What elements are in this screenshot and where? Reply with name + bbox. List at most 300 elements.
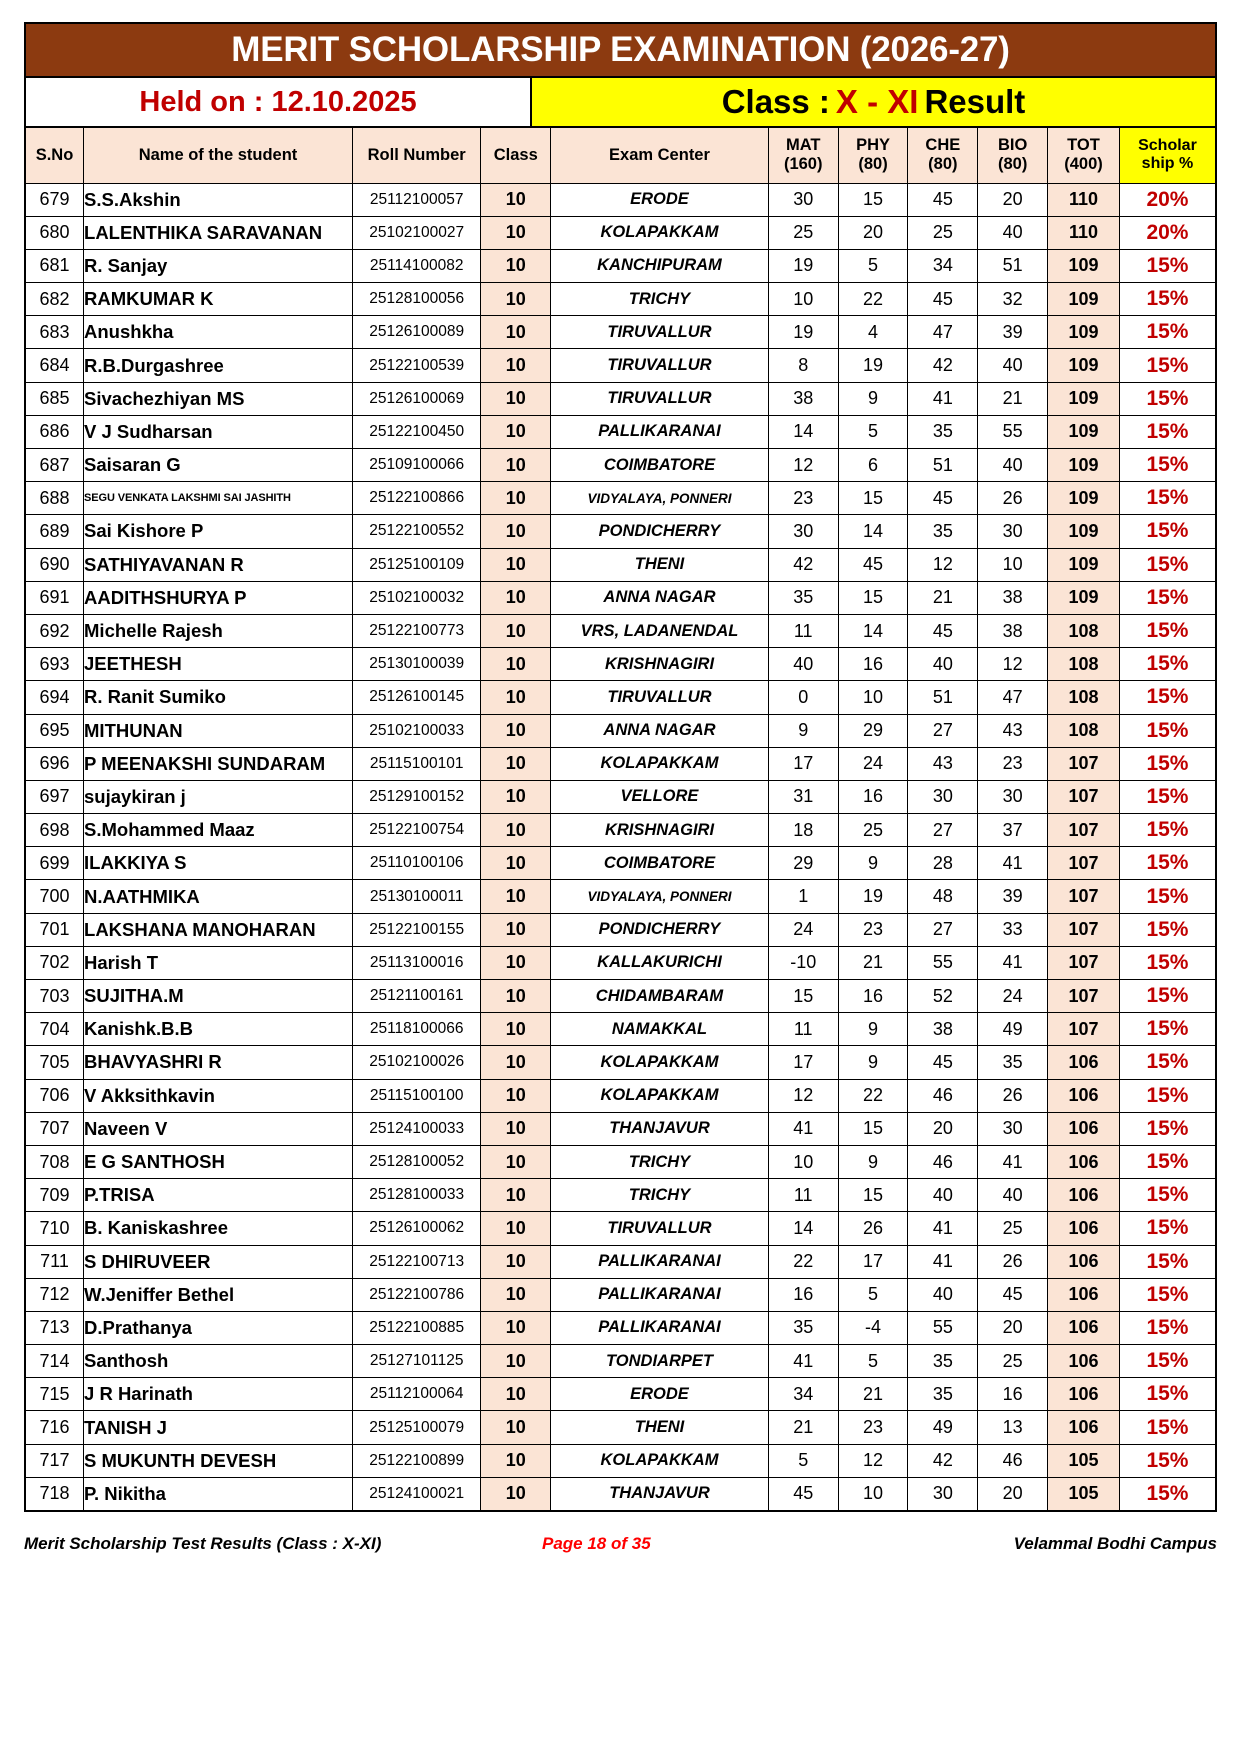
- col-header-tot-max: (400): [1064, 155, 1103, 174]
- cell-phy-score: 15: [838, 1179, 908, 1212]
- table-row: [25, 1245, 1216, 1278]
- cell-exam-center: KANCHIPURAM: [551, 249, 769, 282]
- cell-student-name: S MUKUNTH DEVESH: [84, 1444, 353, 1477]
- cell-phy-score: 25: [838, 814, 908, 847]
- cell-exam-center: PALLIKARANAI: [551, 1245, 769, 1278]
- cell-bio-score: 30: [978, 1112, 1048, 1145]
- cell-exam-center: KOLAPAKKAM: [551, 747, 769, 780]
- cell-class: 10: [481, 449, 551, 482]
- class-result-cell: [532, 78, 1215, 126]
- cell-che-score: 28: [908, 847, 978, 880]
- cell-class: 10: [481, 581, 551, 614]
- col-header-name: [84, 127, 353, 183]
- cell-roll-number: 25125100109: [353, 548, 481, 581]
- cell-mat-score: 1: [768, 880, 838, 913]
- cell-exam-center: TRICHY: [551, 283, 769, 316]
- cell-sno: 714: [25, 1345, 84, 1378]
- cell-sno: 683: [25, 316, 84, 349]
- table-row: [25, 1112, 1216, 1145]
- cell-che-score: 48: [908, 880, 978, 913]
- cell-student-name: LALENTHIKA SARAVANAN: [84, 216, 353, 249]
- cell-class: 10: [481, 349, 551, 382]
- cell-total-score: 108: [1048, 681, 1120, 714]
- cell-bio-score: 46: [978, 1444, 1048, 1477]
- cell-total-score: 106: [1048, 1145, 1120, 1178]
- table-row: [25, 581, 1216, 614]
- table-row: [25, 449, 1216, 482]
- cell-scholarship-percent: 15%: [1119, 349, 1216, 382]
- cell-student-name: Michelle Rajesh: [84, 614, 353, 647]
- cell-roll-number: 25112100057: [353, 183, 481, 216]
- cell-total-score: 107: [1048, 847, 1120, 880]
- table-row: [25, 614, 1216, 647]
- cell-roll-number: 25128100052: [353, 1145, 481, 1178]
- cell-scholarship-percent: 15%: [1119, 1245, 1216, 1278]
- cell-student-name: Anushkha: [84, 316, 353, 349]
- cell-mat-score: 17: [768, 747, 838, 780]
- cell-mat-score: 31: [768, 780, 838, 813]
- table-row: [25, 382, 1216, 415]
- cell-che-score: 55: [908, 1311, 978, 1344]
- cell-che-score: 49: [908, 1411, 978, 1444]
- cell-scholarship-percent: 15%: [1119, 1112, 1216, 1145]
- cell-mat-score: 12: [768, 449, 838, 482]
- cell-total-score: 106: [1048, 1046, 1120, 1079]
- cell-mat-score: 40: [768, 648, 838, 681]
- cell-phy-score: 29: [838, 714, 908, 747]
- cell-bio-score: 25: [978, 1345, 1048, 1378]
- cell-exam-center: CHIDAMBARAM: [551, 980, 769, 1013]
- table-row: [25, 283, 1216, 316]
- cell-scholarship-percent: 15%: [1119, 1378, 1216, 1411]
- cell-che-score: 21: [908, 581, 978, 614]
- cell-class: 10: [481, 1311, 551, 1344]
- cell-student-name: Saisaran G: [84, 449, 353, 482]
- cell-che-score: 30: [908, 1477, 978, 1510]
- table-row: [25, 1477, 1216, 1510]
- cell-scholarship-percent: 15%: [1119, 316, 1216, 349]
- cell-phy-score: 21: [838, 946, 908, 979]
- cell-class: 10: [481, 216, 551, 249]
- cell-roll-number: 25122100713: [353, 1245, 481, 1278]
- cell-mat-score: 17: [768, 1046, 838, 1079]
- cell-bio-score: 49: [978, 1013, 1048, 1046]
- cell-phy-score: 22: [838, 1079, 908, 1112]
- cell-exam-center: VIDYALAYA, PONNERI: [551, 482, 769, 515]
- cell-che-score: 51: [908, 681, 978, 714]
- cell-student-name: SATHIYAVANAN R: [84, 548, 353, 581]
- cell-class: 10: [481, 1212, 551, 1245]
- cell-bio-score: 21: [978, 382, 1048, 415]
- cell-bio-score: 25: [978, 1212, 1048, 1245]
- cell-class: 10: [481, 714, 551, 747]
- cell-roll-number: 25122100450: [353, 415, 481, 448]
- cell-scholarship-percent: 15%: [1119, 1179, 1216, 1212]
- table-row: [25, 216, 1216, 249]
- cell-che-score: 45: [908, 614, 978, 647]
- cell-total-score: 106: [1048, 1378, 1120, 1411]
- cell-exam-center: KRISHNAGIRI: [551, 648, 769, 681]
- cell-total-score: 106: [1048, 1112, 1120, 1145]
- cell-scholarship-percent: 15%: [1119, 1311, 1216, 1344]
- cell-exam-center: ERODE: [551, 1378, 769, 1411]
- cell-phy-score: 6: [838, 449, 908, 482]
- cell-che-score: 20: [908, 1112, 978, 1145]
- cell-student-name: W.Jeniffer Bethel: [84, 1278, 353, 1311]
- cell-scholarship-percent: 15%: [1119, 1411, 1216, 1444]
- cell-total-score: 106: [1048, 1179, 1120, 1212]
- col-header-che-label: CHE: [925, 136, 961, 155]
- cell-sno: 710: [25, 1212, 84, 1245]
- cell-sno: 691: [25, 581, 84, 614]
- cell-total-score: 106: [1048, 1311, 1120, 1344]
- cell-total-score: 106: [1048, 1345, 1120, 1378]
- table-row: [25, 648, 1216, 681]
- cell-exam-center: TRICHY: [551, 1145, 769, 1178]
- cell-class: 10: [481, 1411, 551, 1444]
- cell-class: 10: [481, 183, 551, 216]
- cell-bio-score: 20: [978, 183, 1048, 216]
- cell-phy-score: 16: [838, 780, 908, 813]
- table-row: [25, 1378, 1216, 1411]
- cell-exam-center: TRICHY: [551, 1179, 769, 1212]
- cell-total-score: 107: [1048, 913, 1120, 946]
- cell-student-name: SEGU VENKATA LAKSHMI SAI JASHITH: [84, 482, 353, 515]
- cell-total-score: 109: [1048, 482, 1120, 515]
- cell-roll-number: 25124100033: [353, 1112, 481, 1145]
- cell-che-score: 40: [908, 648, 978, 681]
- cell-mat-score: 29: [768, 847, 838, 880]
- table-body: [25, 183, 1216, 1511]
- cell-exam-center: TONDIARPET: [551, 1345, 769, 1378]
- cell-exam-center: TIRUVALLUR: [551, 316, 769, 349]
- cell-mat-score: 0: [768, 681, 838, 714]
- cell-bio-score: 32: [978, 283, 1048, 316]
- cell-che-score: 35: [908, 515, 978, 548]
- cell-mat-score: 5: [768, 1444, 838, 1477]
- cell-scholarship-percent: 15%: [1119, 714, 1216, 747]
- table-row: [25, 515, 1216, 548]
- cell-bio-score: 51: [978, 249, 1048, 282]
- cell-phy-score: 14: [838, 614, 908, 647]
- cell-student-name: sujaykiran j: [84, 780, 353, 813]
- cell-phy-score: 9: [838, 1013, 908, 1046]
- cell-exam-center: TIRUVALLUR: [551, 1212, 769, 1245]
- cell-bio-score: 35: [978, 1046, 1048, 1079]
- table-row: [25, 548, 1216, 581]
- cell-roll-number: 25130100011: [353, 880, 481, 913]
- col-header-name-label: Name of the student: [138, 145, 298, 164]
- cell-roll-number: 25122100552: [353, 515, 481, 548]
- col-header-scholarship-label: Scholar: [1138, 136, 1197, 154]
- cell-total-score: 107: [1048, 946, 1120, 979]
- col-header-class: [481, 127, 551, 183]
- cell-bio-score: 38: [978, 614, 1048, 647]
- cell-exam-center: PALLIKARANAI: [551, 415, 769, 448]
- cell-class: 10: [481, 1278, 551, 1311]
- table-row: [25, 316, 1216, 349]
- cell-total-score: 107: [1048, 880, 1120, 913]
- cell-total-score: 106: [1048, 1278, 1120, 1311]
- cell-roll-number: 25122100539: [353, 349, 481, 382]
- cell-class: 10: [481, 747, 551, 780]
- cell-bio-score: 37: [978, 814, 1048, 847]
- cell-sno: 685: [25, 382, 84, 415]
- cell-exam-center: THENI: [551, 548, 769, 581]
- cell-roll-number: 25102100027: [353, 216, 481, 249]
- cell-che-score: 35: [908, 1378, 978, 1411]
- cell-total-score: 110: [1048, 183, 1120, 216]
- cell-sno: 703: [25, 980, 84, 1013]
- cell-class: 10: [481, 614, 551, 647]
- cell-roll-number: 25113100016: [353, 946, 481, 979]
- cell-mat-score: 30: [768, 515, 838, 548]
- cell-total-score: 106: [1048, 1411, 1120, 1444]
- cell-phy-score: 9: [838, 1145, 908, 1178]
- cell-roll-number: 25122100754: [353, 814, 481, 847]
- cell-student-name: S DHIRUVEER: [84, 1245, 353, 1278]
- cell-scholarship-percent: 15%: [1119, 1212, 1216, 1245]
- cell-phy-score: 14: [838, 515, 908, 548]
- cell-che-score: 41: [908, 1245, 978, 1278]
- cell-phy-score: -4: [838, 1311, 908, 1344]
- cell-bio-score: 41: [978, 946, 1048, 979]
- cell-student-name: ILAKKIYA S: [84, 847, 353, 880]
- cell-scholarship-percent: 15%: [1119, 449, 1216, 482]
- cell-class: 10: [481, 1477, 551, 1510]
- cell-bio-score: 30: [978, 515, 1048, 548]
- cell-sno: 701: [25, 913, 84, 946]
- cell-mat-score: 10: [768, 283, 838, 316]
- cell-class: 10: [481, 415, 551, 448]
- cell-scholarship-percent: 15%: [1119, 548, 1216, 581]
- cell-class: 10: [481, 382, 551, 415]
- cell-che-score: 41: [908, 382, 978, 415]
- cell-exam-center: ERODE: [551, 183, 769, 216]
- cell-che-score: 27: [908, 714, 978, 747]
- cell-student-name: Harish T: [84, 946, 353, 979]
- cell-bio-score: 40: [978, 1179, 1048, 1212]
- table-row: [25, 1345, 1216, 1378]
- cell-scholarship-percent: 15%: [1119, 980, 1216, 1013]
- cell-student-name: JEETHESH: [84, 648, 353, 681]
- cell-mat-score: 19: [768, 316, 838, 349]
- cell-student-name: R. Sanjay: [84, 249, 353, 282]
- cell-bio-score: 41: [978, 847, 1048, 880]
- cell-exam-center: PALLIKARANAI: [551, 1278, 769, 1311]
- cell-total-score: 106: [1048, 1245, 1120, 1278]
- cell-class: 10: [481, 283, 551, 316]
- table-header-row: [25, 127, 1216, 183]
- cell-student-name: Sai Kishore P: [84, 515, 353, 548]
- col-header-scholarship: [1119, 127, 1216, 183]
- table-header: [25, 127, 1216, 183]
- cell-total-score: 109: [1048, 515, 1120, 548]
- cell-roll-number: 25109100066: [353, 449, 481, 482]
- table-row: [25, 1079, 1216, 1112]
- cell-total-score: 106: [1048, 1212, 1120, 1245]
- cell-sno: 699: [25, 847, 84, 880]
- cell-sno: 704: [25, 1013, 84, 1046]
- cell-sno: 689: [25, 515, 84, 548]
- cell-exam-center: VELLORE: [551, 780, 769, 813]
- cell-sno: 684: [25, 349, 84, 382]
- cell-scholarship-percent: 15%: [1119, 1444, 1216, 1477]
- exam-title-banner: [24, 22, 1217, 76]
- table-row: [25, 1145, 1216, 1178]
- cell-bio-score: 12: [978, 648, 1048, 681]
- results-table: [24, 126, 1217, 1512]
- cell-exam-center: VIDYALAYA, PONNERI: [551, 880, 769, 913]
- cell-che-score: 45: [908, 183, 978, 216]
- cell-roll-number: 25122100786: [353, 1278, 481, 1311]
- cell-mat-score: 35: [768, 1311, 838, 1344]
- cell-bio-score: 26: [978, 1079, 1048, 1112]
- subheader-bar: [24, 76, 1217, 126]
- cell-phy-score: 20: [838, 216, 908, 249]
- cell-roll-number: 25102100032: [353, 581, 481, 614]
- cell-total-score: 109: [1048, 581, 1120, 614]
- table-row: [25, 1311, 1216, 1344]
- cell-che-score: 25: [908, 216, 978, 249]
- col-header-center-label: Exam Center: [609, 145, 710, 164]
- cell-exam-center: THENI: [551, 1411, 769, 1444]
- cell-mat-score: -10: [768, 946, 838, 979]
- cell-scholarship-percent: 15%: [1119, 1278, 1216, 1311]
- table-row: [25, 714, 1216, 747]
- class-prefix-text: Class :: [721, 83, 830, 120]
- cell-che-score: 40: [908, 1179, 978, 1212]
- cell-student-name: SUJITHA.M: [84, 980, 353, 1013]
- table-row: [25, 1212, 1216, 1245]
- cell-roll-number: 25128100056: [353, 283, 481, 316]
- cell-roll-number: 25122100899: [353, 1444, 481, 1477]
- cell-scholarship-percent: 15%: [1119, 283, 1216, 316]
- table-row: [25, 482, 1216, 515]
- cell-sno: 707: [25, 1112, 84, 1145]
- cell-class: 10: [481, 847, 551, 880]
- cell-exam-center: KALLAKURICHI: [551, 946, 769, 979]
- table-row: [25, 1278, 1216, 1311]
- cell-che-score: 45: [908, 482, 978, 515]
- cell-phy-score: 9: [838, 382, 908, 415]
- table-row: [25, 913, 1216, 946]
- cell-phy-score: 9: [838, 1046, 908, 1079]
- cell-exam-center: PALLIKARANAI: [551, 1311, 769, 1344]
- cell-phy-score: 16: [838, 648, 908, 681]
- cell-roll-number: 25126100089: [353, 316, 481, 349]
- cell-mat-score: 16: [768, 1278, 838, 1311]
- cell-exam-center: PONDICHERRY: [551, 515, 769, 548]
- cell-scholarship-percent: 15%: [1119, 581, 1216, 614]
- cell-mat-score: 8: [768, 349, 838, 382]
- cell-roll-number: 25122100155: [353, 913, 481, 946]
- cell-sno: 712: [25, 1278, 84, 1311]
- held-on-text: Held on : 12.10.2025: [139, 85, 417, 118]
- cell-phy-score: 26: [838, 1212, 908, 1245]
- cell-bio-score: 20: [978, 1311, 1048, 1344]
- cell-mat-score: 41: [768, 1112, 838, 1145]
- cell-roll-number: 25110100106: [353, 847, 481, 880]
- cell-roll-number: 25126100062: [353, 1212, 481, 1245]
- table-row: [25, 1411, 1216, 1444]
- cell-phy-score: 15: [838, 581, 908, 614]
- cell-total-score: 109: [1048, 249, 1120, 282]
- cell-mat-score: 30: [768, 183, 838, 216]
- table-row: [25, 747, 1216, 780]
- cell-sno: 698: [25, 814, 84, 847]
- cell-che-score: 52: [908, 980, 978, 1013]
- cell-che-score: 47: [908, 316, 978, 349]
- cell-total-score: 109: [1048, 283, 1120, 316]
- cell-phy-score: 15: [838, 1112, 908, 1145]
- cell-sno: 700: [25, 880, 84, 913]
- cell-student-name: Santhosh: [84, 1345, 353, 1378]
- held-on-cell: [26, 78, 532, 126]
- cell-exam-center: KOLAPAKKAM: [551, 1079, 769, 1112]
- cell-scholarship-percent: 15%: [1119, 1046, 1216, 1079]
- cell-total-score: 109: [1048, 449, 1120, 482]
- cell-bio-score: 40: [978, 449, 1048, 482]
- cell-sno: 713: [25, 1311, 84, 1344]
- cell-roll-number: 25124100021: [353, 1477, 481, 1510]
- col-header-mat-max: (160): [783, 155, 823, 174]
- col-header-tot: [1048, 127, 1120, 183]
- cell-sno: 709: [25, 1179, 84, 1212]
- cell-mat-score: 18: [768, 814, 838, 847]
- cell-che-score: 27: [908, 814, 978, 847]
- cell-roll-number: 25122100866: [353, 482, 481, 515]
- cell-sno: 679: [25, 183, 84, 216]
- cell-sno: 688: [25, 482, 84, 515]
- table-row: [25, 183, 1216, 216]
- cell-mat-score: 24: [768, 913, 838, 946]
- cell-sno: 696: [25, 747, 84, 780]
- table-row: [25, 847, 1216, 880]
- cell-bio-score: 38: [978, 581, 1048, 614]
- cell-phy-score: 5: [838, 249, 908, 282]
- cell-scholarship-percent: 15%: [1119, 814, 1216, 847]
- cell-student-name: TANISH J: [84, 1411, 353, 1444]
- cell-phy-score: 22: [838, 283, 908, 316]
- cell-total-score: 109: [1048, 382, 1120, 415]
- cell-mat-score: 35: [768, 581, 838, 614]
- col-header-roll-label: Roll Number: [367, 145, 466, 164]
- cell-exam-center: COIMBATORE: [551, 847, 769, 880]
- cell-phy-score: 5: [838, 415, 908, 448]
- cell-che-score: 46: [908, 1079, 978, 1112]
- cell-student-name: S.Mohammed Maaz: [84, 814, 353, 847]
- cell-student-name: Kanishk.B.B: [84, 1013, 353, 1046]
- cell-bio-score: 40: [978, 349, 1048, 382]
- cell-class: 10: [481, 1145, 551, 1178]
- cell-phy-score: 10: [838, 681, 908, 714]
- footer-document-title: Merit Scholarship Test Results (Class : X-XI): [24, 1533, 382, 1553]
- col-header-roll: [353, 127, 481, 183]
- cell-scholarship-percent: 15%: [1119, 482, 1216, 515]
- cell-scholarship-percent: 15%: [1119, 946, 1216, 979]
- cell-mat-score: 9: [768, 714, 838, 747]
- cell-student-name: Sivachezhiyan MS: [84, 382, 353, 415]
- cell-phy-score: 10: [838, 1477, 908, 1510]
- table-row: [25, 681, 1216, 714]
- col-header-sno: [25, 127, 84, 183]
- table-row: [25, 880, 1216, 913]
- cell-che-score: 43: [908, 747, 978, 780]
- cell-roll-number: 25121100161: [353, 980, 481, 1013]
- cell-student-name: P.TRISA: [84, 1179, 353, 1212]
- cell-student-name: V J Sudharsan: [84, 415, 353, 448]
